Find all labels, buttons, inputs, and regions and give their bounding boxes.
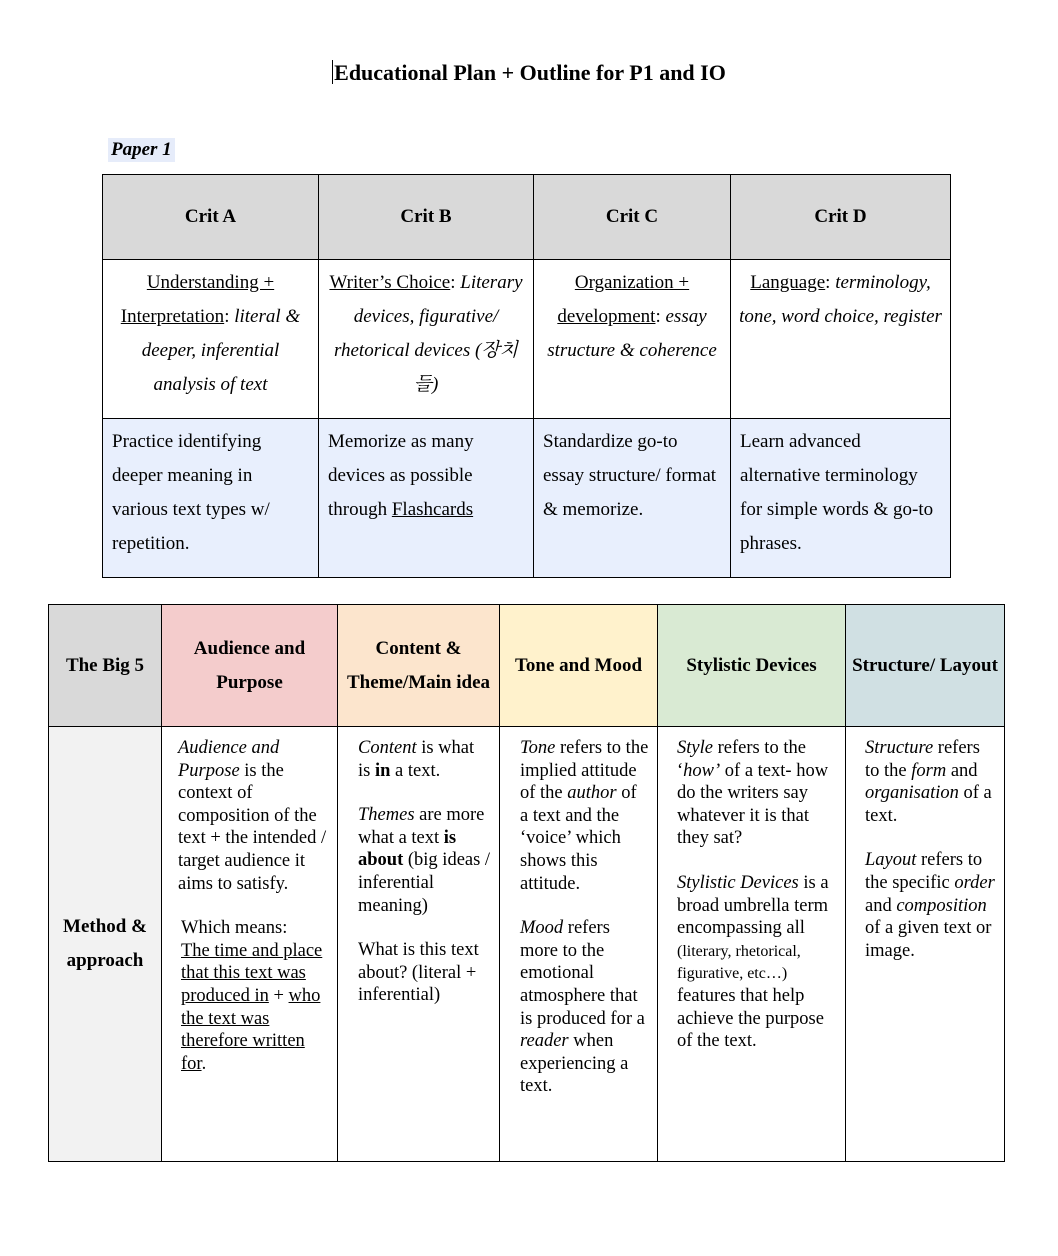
crit-c-description: Organization + development: essay structure & coherence — [534, 260, 731, 419]
header-audience-purpose: Audience and Purpose — [162, 605, 338, 727]
crit-a-plan: Practice identifying deeper meaning in various text types w/ repetition. — [103, 419, 319, 578]
big-5-header-row — [49, 605, 1005, 727]
header-crit-b: Crit B — [319, 175, 534, 260]
header-content-theme: Content & Theme/Main idea — [338, 605, 500, 727]
text-cursor — [332, 60, 333, 84]
header-crit-a: Crit A — [103, 175, 319, 260]
header-stylistic-devices: Stylistic Devices — [658, 605, 846, 727]
method-approach-label: Method & approach — [49, 727, 162, 1162]
tone-mood-cell: Tone refers to the implied attitude of the author of a text and the ‘voice’ which shows this attitude. Mood refers more to the emotional atmosphere that is produced for a reader when experiencing a text. — [500, 727, 658, 1162]
crit-a-description: Understanding + Interpretation: literal & deeper, inferential analysis of text — [103, 260, 319, 419]
crit-b-plan: Memorize as many devices as possible through Flashcards — [319, 419, 534, 578]
header-tone-mood: Tone and Mood — [500, 605, 658, 727]
crit-d-description: Language: terminology, tone, word choice, register — [731, 260, 951, 419]
flashcards-link[interactable]: Flashcards — [391, 499, 474, 520]
stylistic-devices-cell: Style refers to the ‘how’ of a text- how do the writers say whatever it is that they sat? Stylistic Devices is a broad umbrella term encompassing all (literary, rhetorical, figurative, etc…) features that help achieve the purpose of the text. — [658, 727, 846, 1162]
crit-b-description: Writer’s Choice: Literary devices, figurative/ rhetorical devices (장치들) — [319, 260, 534, 419]
paper1-criteria-table — [102, 174, 951, 578]
header-crit-d: Crit D — [731, 175, 951, 260]
paper-1-label: Paper 1 — [108, 138, 175, 162]
criteria-header-row — [103, 175, 951, 260]
practice-plan-row — [103, 419, 951, 578]
method-approach-row — [49, 727, 1005, 1162]
crit-d-plan: Learn advanced alternative terminology for simple words & go-to phrases. — [731, 419, 951, 578]
structure-layout-cell: Structure refers to the form and organisation of a text. Layout refers to the specific order and composition of a given text or image. — [846, 727, 1005, 1162]
crit-c-plan: Standardize go-to essay structure/ format & memorize. — [534, 419, 731, 578]
page-title: Educational Plan + Outline for P1 and IO — [334, 60, 726, 85]
criteria-description-row — [103, 260, 951, 419]
audience-purpose-cell: Audience and Purpose is the context of composition of the text + the intended / target audience it aims to satisfy. Which means: The time and place that this text was produced in + who the text was therefore written for. — [162, 727, 338, 1162]
big-5-table — [48, 604, 1005, 1162]
header-structure-layout: Structure/ Layout — [846, 605, 1005, 727]
big-5-corner: The Big 5 — [49, 605, 162, 727]
header-crit-c: Crit C — [534, 175, 731, 260]
content-theme-cell: Content is what is in a text. Themes are more what a text is about (big ideas / inferential meaning) What is this text about? (literal + inferential) — [338, 727, 500, 1162]
